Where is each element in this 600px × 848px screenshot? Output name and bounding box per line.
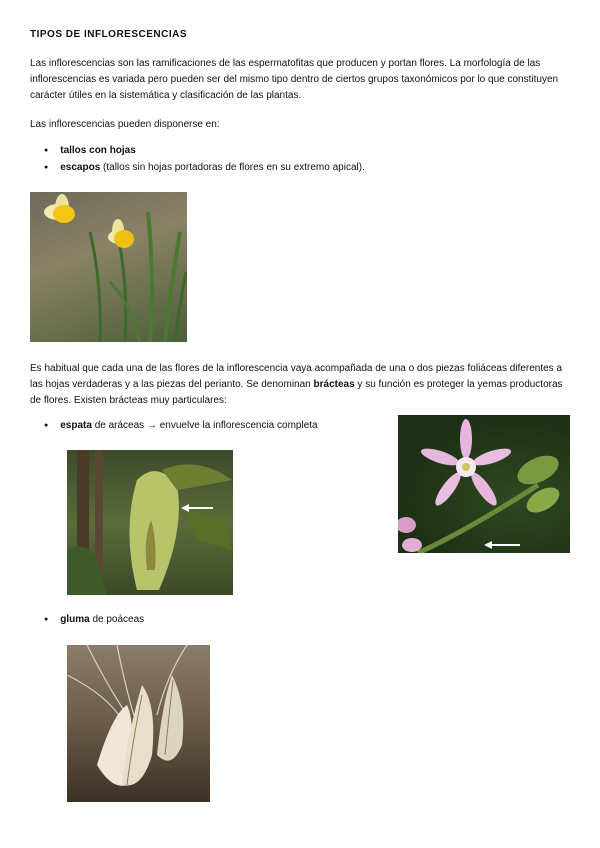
- glume-photo: [67, 645, 210, 802]
- list-item: ● gluma de poáceas: [44, 612, 144, 629]
- bract-flower-photo: [398, 415, 570, 553]
- list-item: ● espata de aráceas → envuelve la inflorescencia completa: [44, 418, 318, 435]
- arrangement-list: [44, 143, 365, 177]
- intro-paragraph: Las inflorescencias son las ramificaciones de las espermatofitas que producen y portan flores. La morfología de las inflorescencias es variada pero pueden ser del mismo tipo dentro de ciertos grupos taxonómicos por lo que constituyen carácter útiles en la sistemática y clasificación de las plantas.: [30, 58, 559, 101]
- list-item: ● tallos con hojas: [44, 143, 365, 160]
- arrangement-paragraph: Las inflorescencias pueden disponerse en:: [30, 119, 220, 130]
- page-title: TIPOS DE INFLORESCENCIAS: [30, 29, 188, 40]
- list-item: ● escapos (tallos sin hojas portadoras de flores en su extremo apical).: [44, 160, 365, 177]
- bracts-paragraph: Es habitual que cada una de las flores de la inflorescencia vaya acompañada de una o dos piezas foliáceas diferentes a las hojas verdaderas y a las piezas del perianto. Se denominan brácteas y su función es proteger la yemas productoras de flores. Existen brácteas muy particulares:: [30, 363, 563, 406]
- daffodil-photo: [30, 192, 187, 342]
- spathe-photo: [67, 450, 233, 595]
